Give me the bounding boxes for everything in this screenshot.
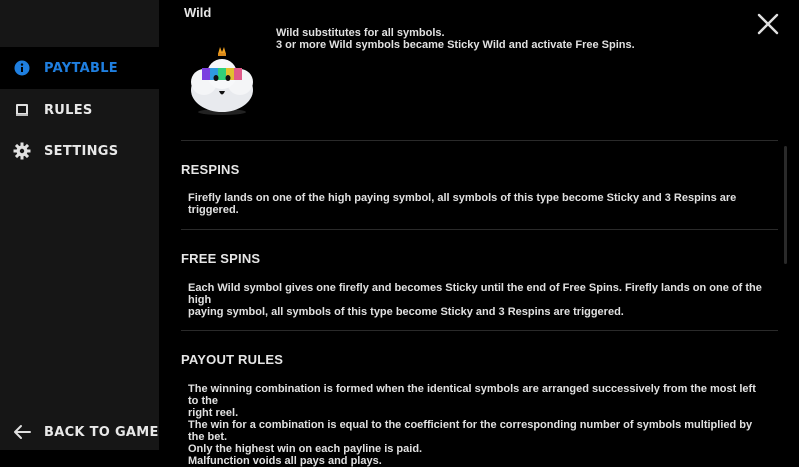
wild-title: Wild (184, 5, 212, 20)
divider (181, 140, 778, 141)
text-line: Malfunction voids all pays and plays. (188, 455, 382, 467)
section-title-free-spins: FREE SPINS (181, 251, 261, 266)
back-to-game-label: BACK TO GAME (44, 424, 159, 440)
sidebar (0, 0, 159, 450)
sidebar-item-paytable[interactable] (0, 47, 159, 89)
text-line: paying symbol, all symbols of this type become Sticky and 3 Respins are triggered. (188, 306, 624, 318)
section-title-payout-rules: PAYOUT RULES (181, 352, 284, 367)
sidebar-item-label: RULES (44, 102, 93, 118)
close-button[interactable] (756, 12, 780, 36)
info-icon (12, 58, 32, 78)
text-line: The winning combination is formed when the identical symbols are arranged successively from the most left to the (188, 383, 756, 407)
scrollbar[interactable] (784, 146, 787, 264)
text-line: right reel. (188, 407, 239, 419)
sidebar-item-settings[interactable] (0, 130, 159, 172)
section-text-free-spins (188, 282, 768, 318)
sidebar-item-rules[interactable] (0, 89, 159, 131)
arrow-left-icon (12, 422, 32, 442)
wild-description-line: Wild substitutes for all symbols. (276, 27, 445, 39)
wild-symbol-image (186, 38, 258, 118)
sidebar-item-label: SETTINGS (44, 143, 119, 159)
text-line: Each Wild symbol gives one firefly and becomes Sticky until the end of Free Spins. Firefly lands on one of the high (188, 282, 762, 306)
divider (181, 330, 778, 331)
text-line: The win for a combination is equal to the coefficient for the corresponding number of symbols multiplied by the bet. (188, 419, 753, 443)
section-title-respins: RESPINS (181, 162, 240, 177)
book-icon (12, 100, 32, 120)
wild-description-line: 3 or more Wild symbols became Sticky Wild and activate Free Spins. (276, 39, 635, 51)
text-line: Only the highest win on each payline is paid. (188, 443, 423, 455)
section-text-respins (188, 192, 768, 216)
back-to-game-button[interactable] (0, 411, 159, 453)
wild-description (276, 27, 635, 51)
close-icon (756, 12, 780, 36)
section-text-payout-rules (188, 383, 768, 467)
gear-icon (12, 141, 32, 161)
sidebar-item-label: PAYTABLE (44, 60, 118, 76)
text-line: Firefly lands on one of the high paying symbol, all symbols of this type become Sticky and 3 Respins are triggered. (188, 192, 737, 216)
divider (181, 229, 778, 230)
